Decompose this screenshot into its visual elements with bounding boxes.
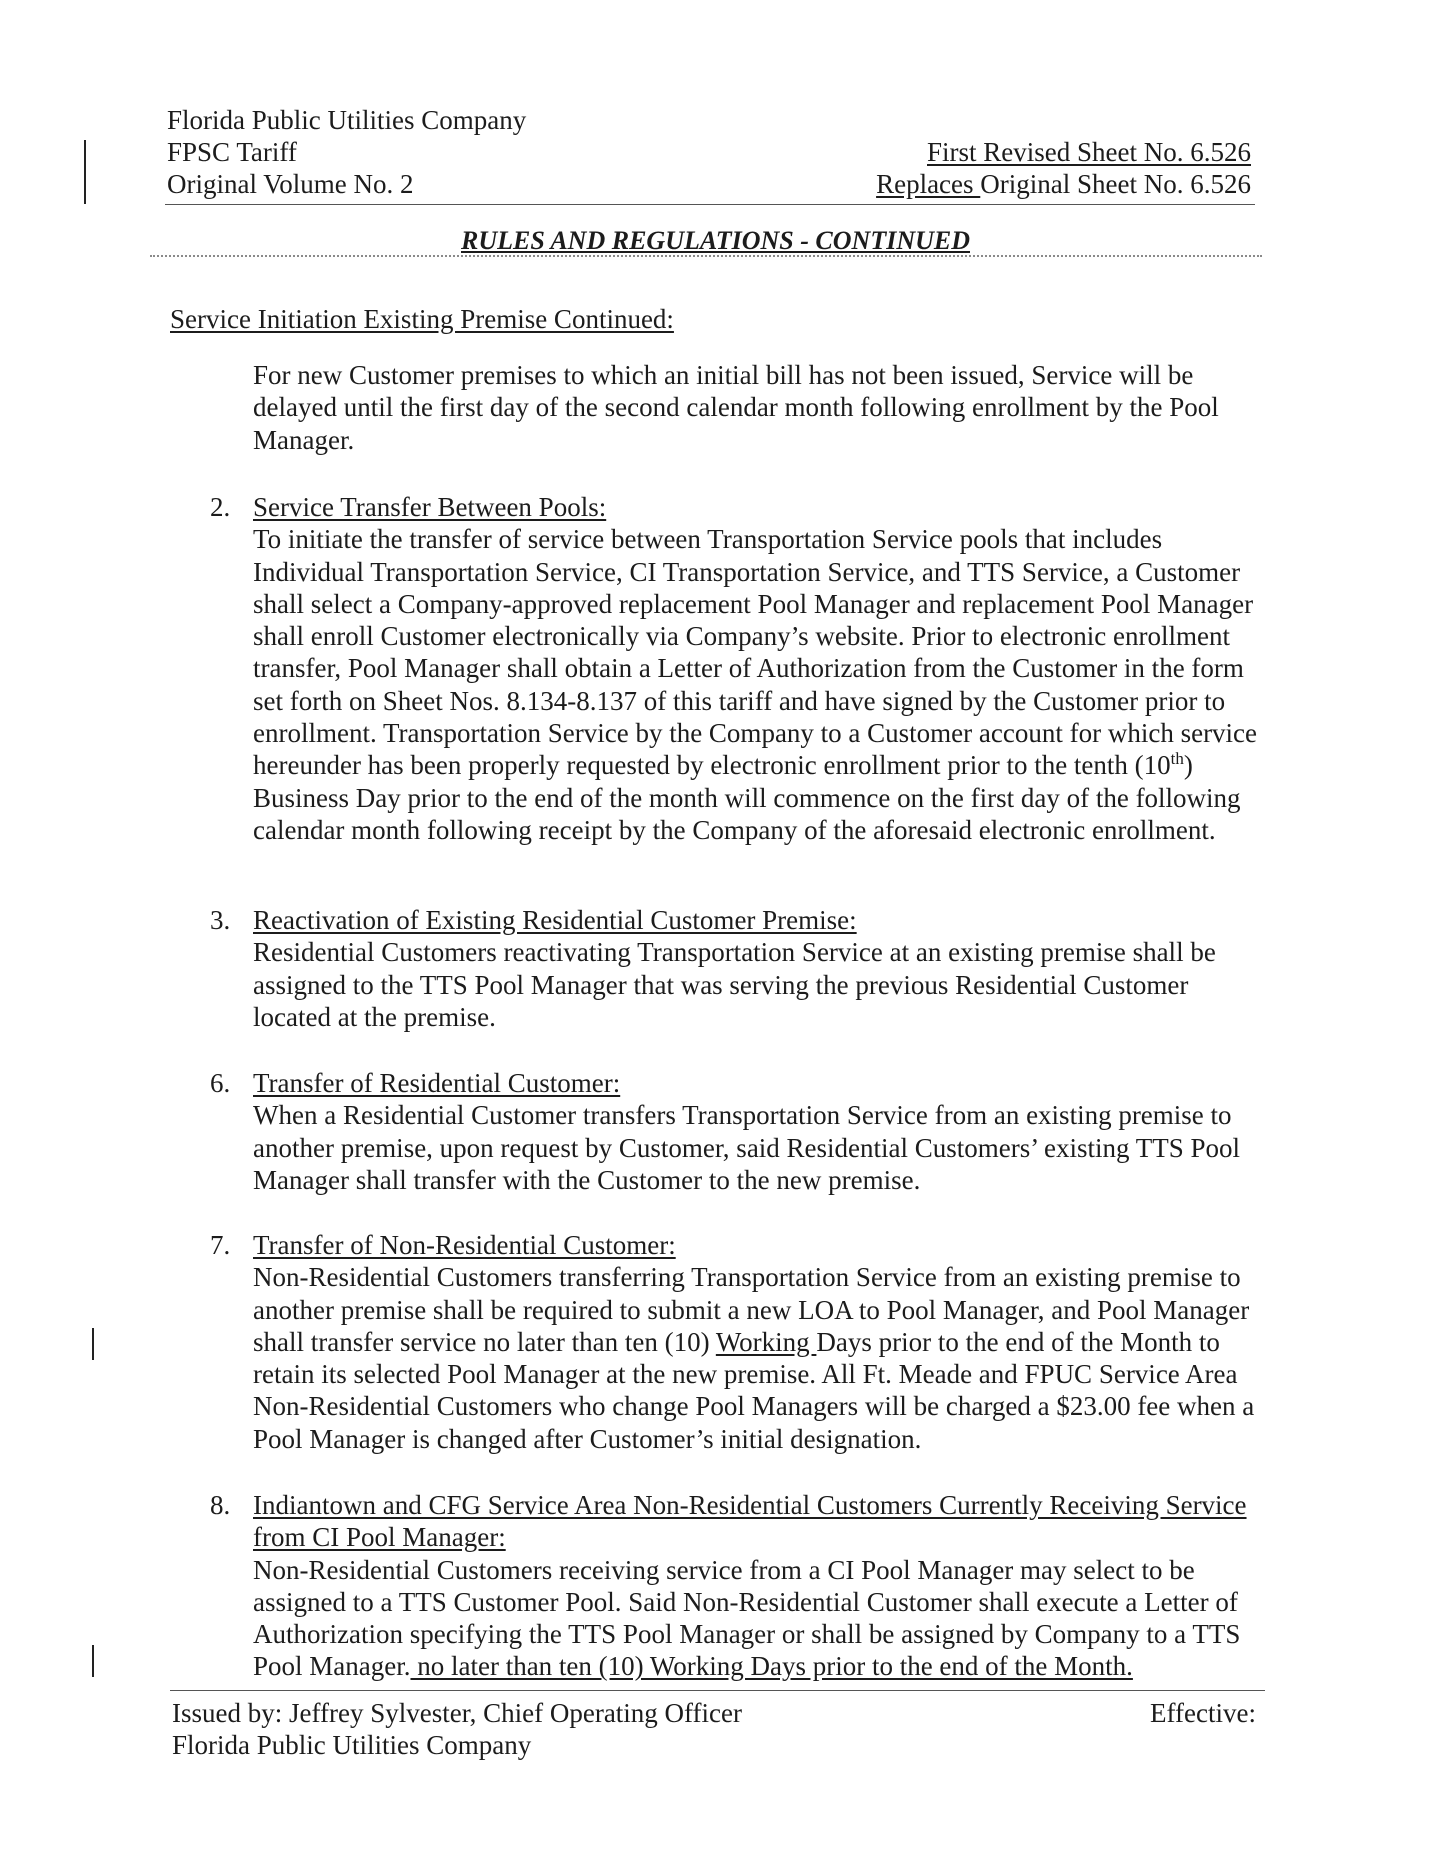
- item-text: Residential Customers reactivating Transportation Service at an existing premise shall be assigned to the TTS Pool Manager that was serving the previous Residential Customer located at the premise.: [253, 937, 1216, 1032]
- section-heading: Service Initiation Existing Premise Continued:: [170, 304, 674, 334]
- item-text: ) Business Day prior to the end of the month will commence on the first day of the following calendar month following receipt by the Company of the aforesaid electronic enrollment.: [253, 750, 1241, 845]
- footer-company: Florida Public Utilities Company: [172, 1730, 532, 1760]
- item-number: 7.: [210, 1230, 231, 1260]
- header-right: [876, 136, 1251, 200]
- replaces-line: [876, 168, 1251, 200]
- footer-left: [172, 1697, 742, 1761]
- volume: Original Volume No. 2: [167, 169, 414, 199]
- list-item: [210, 491, 1270, 846]
- list-item: [210, 904, 1270, 1033]
- sheet-number: First Revised Sheet No. 6.526: [927, 137, 1251, 167]
- company-name: Florida Public Utilities Company: [167, 105, 527, 135]
- item-heading: Transfer of Residential Customer:: [253, 1068, 621, 1098]
- item-text-inserted: Working: [715, 1326, 817, 1357]
- intro-paragraph: For new Customer premises to which an initial bill has not been issued, Service will be delayed until the first day of the second calendar month following enrollment by the Pool Manager.: [253, 360, 1219, 455]
- tariff-name: FPSC Tariff: [167, 137, 297, 167]
- page-title: RULES AND REGULATIONS - CONTINUED: [461, 226, 970, 255]
- effective-label: Effective:: [1150, 1698, 1256, 1728]
- item-heading: Reactivation of Existing Residential Customer Premise:: [253, 905, 857, 935]
- header-left: [167, 104, 526, 200]
- item-text: Days prior to the end of the Month to retain its selected Pool Manager at the new premise. All Ft. Meade and FPUC Service Area Non-Residential Customers who change Pool Managers will be charged a $23.00 fee when a Pool Manager is changed after Customer’s initial designation.: [253, 1326, 1255, 1454]
- title-rule: [150, 255, 1262, 257]
- item-heading: Indiantown and CFG Service Area Non-Residential Customers Currently Receiving Service from CI Pool Manager:: [253, 1490, 1247, 1553]
- item-number: 8.: [210, 1490, 231, 1520]
- item-number: 3.: [210, 905, 231, 935]
- footer-rule: [170, 1690, 1265, 1691]
- item-heading: Service Transfer Between Pools:: [253, 492, 607, 522]
- issued-by: Issued by: Jeffrey Sylvester, Chief Operating Officer: [172, 1698, 743, 1728]
- item-text: Non-Residential Customers receiving service from a CI Pool Manager may select to be assigned to a TTS Customer Pool. Said Non-Residential Customer shall execute a Letter of Authorization specifying the TTS Pool Manager or shall be assigned by Company to a TTS Pool Manager.: [253, 1554, 1241, 1682]
- item-number: 6.: [210, 1068, 231, 1098]
- item-heading: Transfer of Non-Residential Customer:: [253, 1230, 676, 1260]
- item-text-inserted: no later than ten (10) Working Days prior to the end of the Month.: [410, 1651, 1133, 1682]
- revision-bar: [92, 1645, 94, 1677]
- item-text: Non-Residential Customers transferring Transportation Service from an existing premise to another premise shall be required to submit a new LOA to Pool Manager, and Pool Manager shall transfer service no later than ten (10): [253, 1262, 1250, 1357]
- list-item: [210, 1067, 1270, 1196]
- list-item: [210, 1229, 1270, 1455]
- revision-bar: [84, 140, 86, 204]
- replaces-word: Replaces: [876, 169, 981, 199]
- item-number: 2.: [210, 492, 231, 522]
- header-rule: [165, 204, 1255, 205]
- list-item: [210, 1489, 1270, 1683]
- item-text: When a Residential Customer transfers Transportation Service from an existing premise to another premise, upon request by Customer, said Residential Customers’ existing TTS Pool Manager shall transfer with the Customer to the new premise.: [253, 1100, 1241, 1195]
- item-superscript: th: [1170, 749, 1184, 769]
- item-text: To initiate the transfer of service between Transportation Service pools that includes Individual Transportation Service, CI Transportation Service, and TTS Service, a Customer shall select a Company-approved replacement Pool Manager and replacement Pool Manager shall enroll Customer electronically via Company’s website. Prior to electronic enrollment transfer, Pool Manager shall obtain a Letter of Authorization from the Customer in the form set forth on Sheet Nos. 8.134-8.137 of this tariff and have signed by the Customer prior to enrollment. Transportation Service by the Company to a Customer account for which service hereunder has been properly requested by electronic enrollment prior to the tenth (10: [253, 524, 1258, 781]
- revision-bar: [92, 1328, 94, 1360]
- replaces-rest: Original Sheet No. 6.526: [980, 169, 1251, 199]
